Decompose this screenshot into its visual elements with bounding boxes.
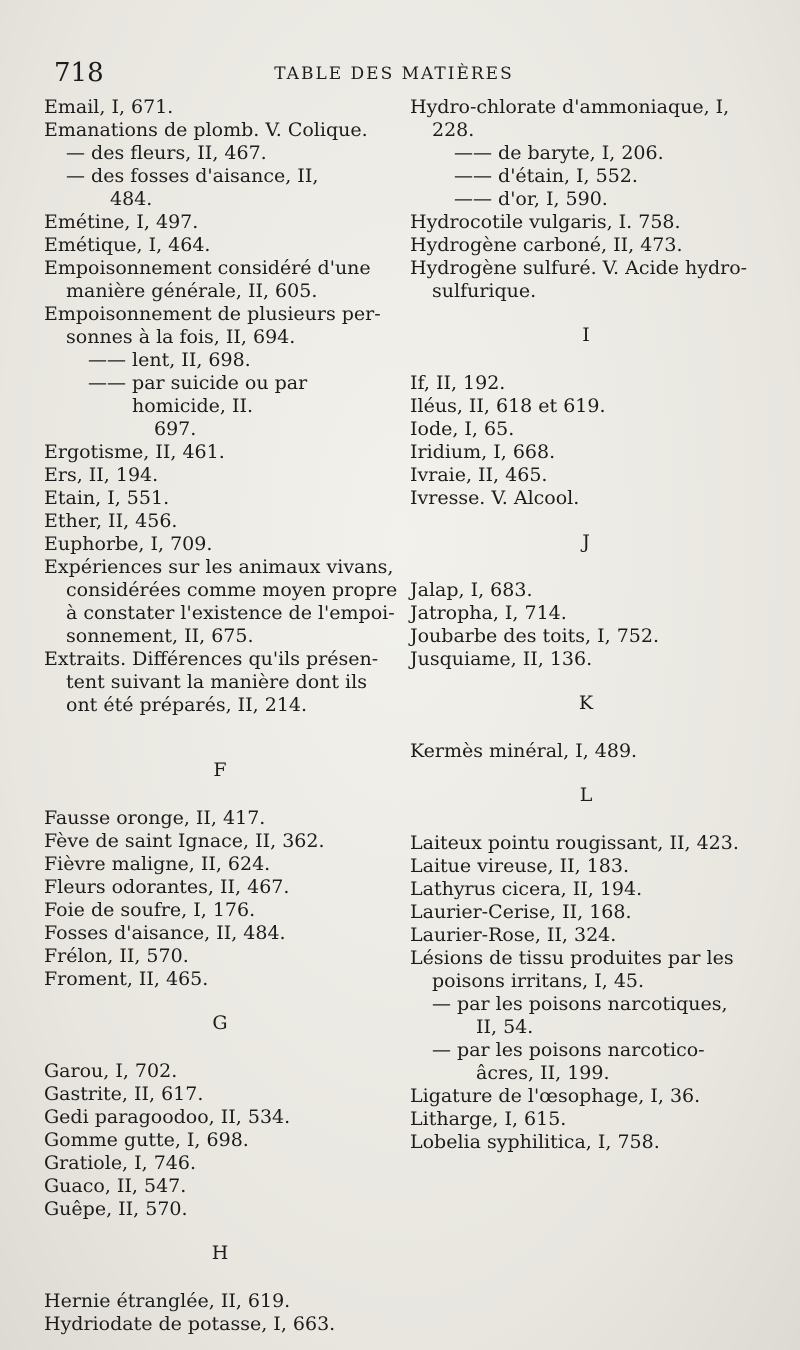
index-entry: Etain, I, 551. <box>44 487 170 509</box>
index-entry: Fièvre maligne, II, 624. <box>44 853 271 875</box>
index-column-left <box>44 96 396 1336</box>
index-entry: Ligature de l'œsophage, I, 36. <box>410 1085 701 1107</box>
spacer <box>410 719 762 740</box>
index-entry: sulfurique. <box>432 280 537 302</box>
spacer <box>44 786 396 807</box>
index-entry: Gedi paragoodoo, II, 534. <box>44 1106 291 1128</box>
index-entry: Iléus, II, 618 et 619. <box>410 395 606 417</box>
index-entry: Ivraie, II, 465. <box>410 464 548 486</box>
index-entry: Emanations de plomb. V. Colique. <box>44 119 368 141</box>
index-entry: 484. <box>110 188 153 210</box>
index-entry: âcres, II, 199. <box>476 1062 610 1084</box>
spacer <box>44 1221 396 1242</box>
index-entry: poisons irritans, I, 45. <box>432 970 645 992</box>
index-entry: II, 54. <box>476 1016 534 1038</box>
index-entry: Laurier-Rose, II, 324. <box>410 924 617 946</box>
index-entry: — des fosses d'aisance, II, <box>66 165 319 187</box>
index-entry: à constater l'existence de l'empoi- <box>66 602 395 624</box>
index-entry: Emétine, I, 497. <box>44 211 199 233</box>
index-entry: Gomme gutte, I, 698. <box>44 1129 249 1151</box>
index-entry: ont été préparés, II, 214. <box>66 694 308 716</box>
index-column-right <box>410 96 762 1154</box>
index-entry: Fosses d'aisance, II, 484. <box>44 922 286 944</box>
section-letter: J <box>582 531 590 553</box>
index-entry: Ether, II, 456. <box>44 510 178 532</box>
index-entry: Jalap, I, 683. <box>410 579 533 601</box>
index-entry: Kermès minéral, I, 489. <box>410 740 638 762</box>
index-entry: Hydriodate de potasse, I, 663. <box>44 1313 336 1335</box>
spacer <box>410 303 762 324</box>
index-entry: Laurier-Cerise, II, 168. <box>410 901 632 923</box>
section-letter: K <box>578 692 594 714</box>
section-letter: F <box>213 759 227 781</box>
index-entry: homicide, II. <box>132 395 254 417</box>
index-entry: Jusquiame, II, 136. <box>410 648 593 670</box>
index-entry: Foie de soufre, I, 176. <box>44 899 256 921</box>
index-entry: Emétique, I, 464. <box>44 234 211 256</box>
index-entry: Hernie étranglée, II, 619. <box>44 1290 291 1312</box>
index-entry: — par les poisons narcotiques, <box>432 993 728 1015</box>
index-entry: —— par suicide ou par <box>88 372 308 394</box>
index-entry: Guêpe, II, 570. <box>44 1198 188 1220</box>
running-title: TABLE DES MATIÈRES <box>274 64 514 84</box>
index-entry: Gastrite, II, 617. <box>44 1083 204 1105</box>
index-entry: Garou, I, 702. <box>44 1060 178 1082</box>
index-entry: Laitue vireuse, II, 183. <box>410 855 630 877</box>
index-entry: Lésions de tissu produites par les <box>410 947 734 969</box>
page-number: 718 <box>54 58 104 88</box>
index-entry: Ivresse. V. Alcool. <box>410 487 580 509</box>
index-entry: Iode, I, 65. <box>410 418 515 440</box>
index-entry: If, II, 192. <box>410 372 506 394</box>
section-letter: H <box>211 1242 229 1264</box>
spacer <box>44 1039 396 1060</box>
index-entry: Email, I, 671. <box>44 96 174 118</box>
index-entry: Gratiole, I, 746. <box>44 1152 197 1174</box>
index-entry: —— lent, II, 698. <box>88 349 251 371</box>
index-entry: —— d'or, I, 590. <box>454 188 608 210</box>
spacer <box>44 1269 396 1290</box>
index-entry: sonnement, II, 675. <box>66 625 254 647</box>
index-entry: sonnes à la fois, II, 694. <box>66 326 296 348</box>
index-entry: Laiteux pointu rougissant, II, 423. <box>410 832 739 854</box>
section-letter: L <box>579 784 593 806</box>
index-entry: —— de baryte, I, 206. <box>454 142 664 164</box>
index-entry: — par les poisons narcotico- <box>432 1039 705 1061</box>
index-entry: Litharge, I, 615. <box>410 1108 567 1130</box>
index-entry: Hydro-chlorate d'ammoniaque, I, <box>410 96 730 118</box>
index-entry: Jatropha, I, 714. <box>410 602 567 624</box>
index-entry: Joubarbe des toits, I, 752. <box>410 625 660 647</box>
index-entry: 228. <box>432 119 475 141</box>
index-entry: Lobelia syphilitica, I, 758. <box>410 1131 660 1153</box>
index-entry: Ergotisme, II, 461. <box>44 441 225 463</box>
index-entry: Iridium, I, 668. <box>410 441 556 463</box>
index-entry: Empoisonnement considéré d'une <box>44 257 371 279</box>
spacer <box>410 510 762 531</box>
index-entry: Lathyrus cicera, II, 194. <box>410 878 643 900</box>
index-entry: Frélon, II, 570. <box>44 945 189 967</box>
index-entry: Ers, II, 194. <box>44 464 159 486</box>
index-entry: —— d'étain, I, 552. <box>454 165 638 187</box>
index-entry: 697. <box>154 418 197 440</box>
index-entry: manière générale, II, 605. <box>66 280 318 302</box>
index-entry: Fève de saint Ignace, II, 362. <box>44 830 325 852</box>
index-entry: Extraits. Différences qu'ils présen- <box>44 648 379 670</box>
index-entry: Fausse oronge, II, 417. <box>44 807 266 829</box>
page-header <box>48 58 740 94</box>
index-entry: Hydrogène sulfuré. V. Acide hydro- <box>410 257 748 279</box>
index-entry: Empoisonnement de plusieurs per- <box>44 303 381 325</box>
index-entry: considérées comme moyen propre <box>66 579 398 601</box>
index-entry: Hydrogène carboné, II, 473. <box>410 234 683 256</box>
spacer <box>410 763 762 784</box>
spacer <box>410 558 762 579</box>
index-entry: — des fleurs, II, 467. <box>66 142 267 164</box>
index-entry: Euphorbe, I, 709. <box>44 533 213 555</box>
spacer <box>410 351 762 372</box>
index-entry: Hydrocotile vulgaris, I. 758. <box>410 211 681 233</box>
spacer <box>410 671 762 692</box>
index-entry: tent suivant la manière dont ils <box>66 671 367 693</box>
spacer <box>410 811 762 832</box>
spacer <box>44 991 396 1012</box>
index-entry: Guaco, II, 547. <box>44 1175 187 1197</box>
index-entry: Expériences sur les animaux vivans, <box>44 556 394 578</box>
index-entry: Fleurs odorantes, II, 467. <box>44 876 290 898</box>
spacer <box>44 717 396 759</box>
section-letter: G <box>212 1012 228 1034</box>
index-entry: Froment, II, 465. <box>44 968 209 990</box>
section-letter: I <box>582 324 590 346</box>
